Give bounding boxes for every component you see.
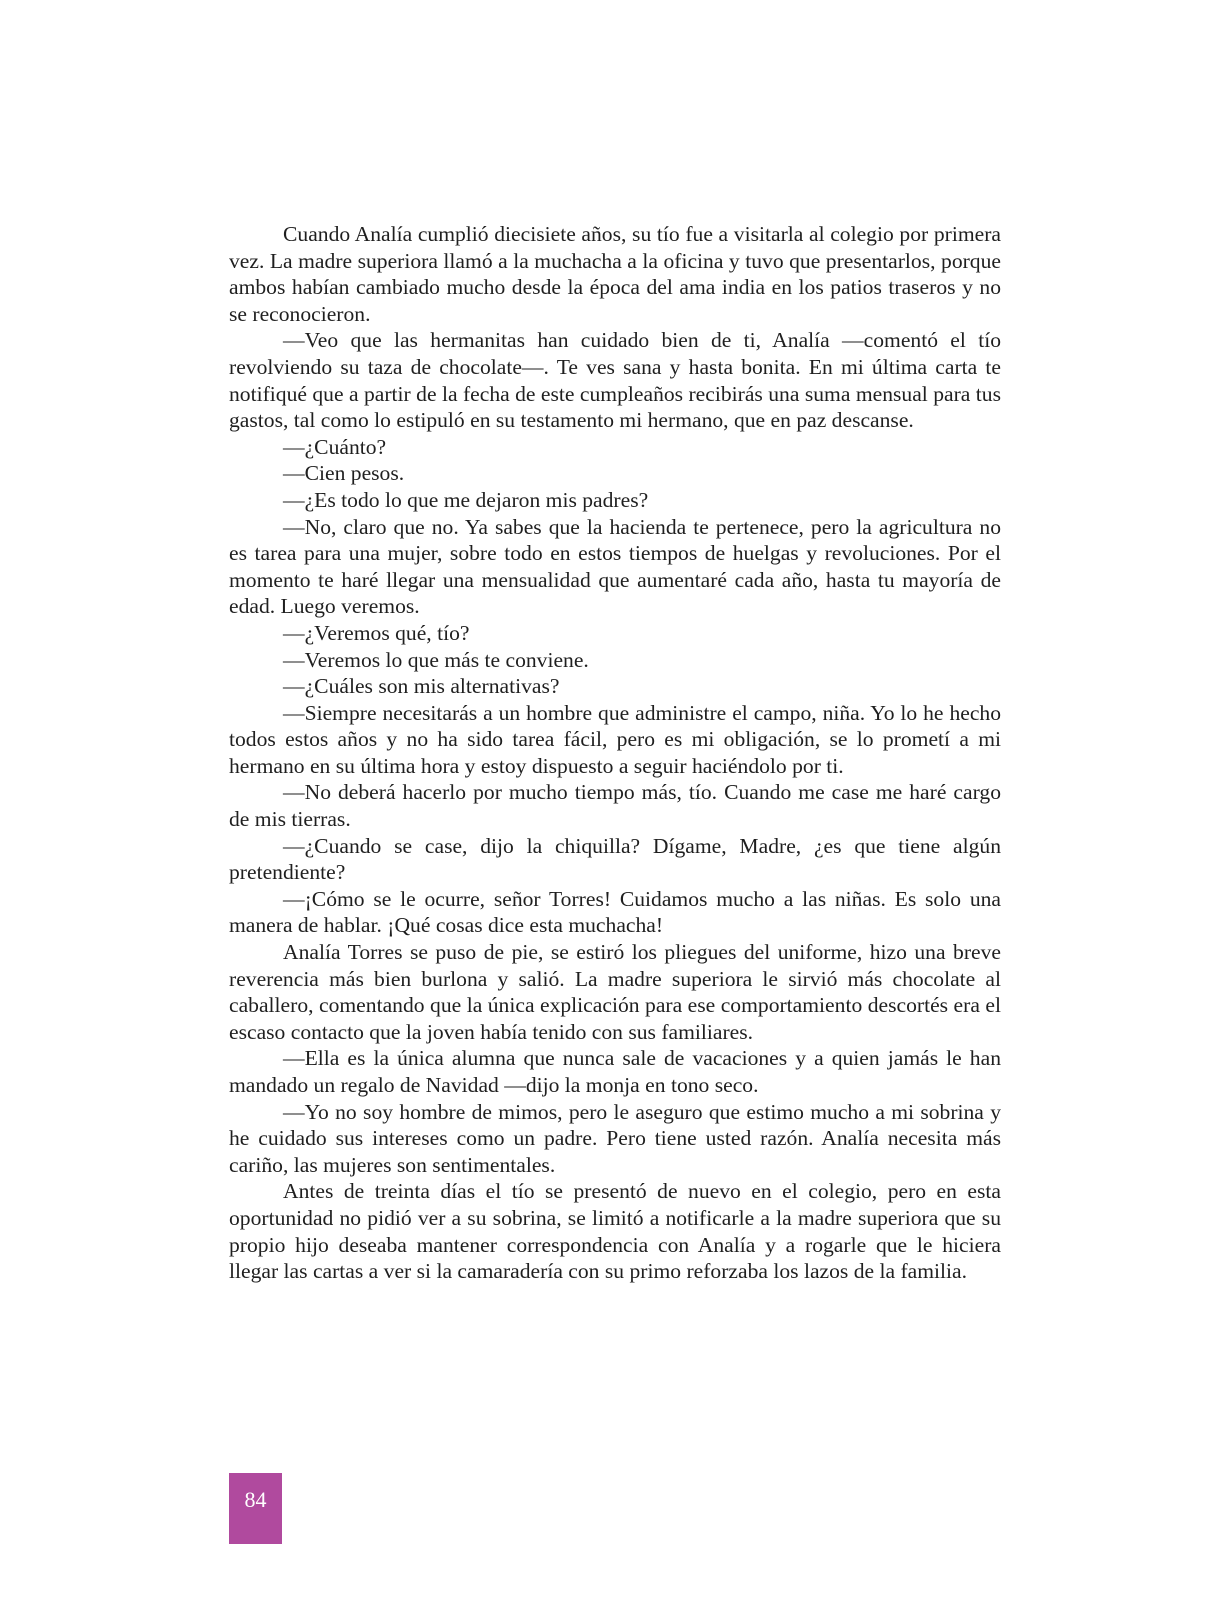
paragraph: —¿Cuando se case, dijo la chiquilla? Dígame, Madre, ¿es que tiene algún pretendiente? <box>229 833 1001 885</box>
paragraph: Antes de treinta días el tío se presentó de nuevo en el colegio, pero en esta oportunidad no pidió ver a su sobrina, se limitó a notificarle a la madre superiora que su propio hijo deseaba mantener correspondencia con Analía y a rogarle que le hiciera llegar las cartas a ver si la camaradería con su primo reforzaba los lazos de la familia. <box>229 1179 1001 1284</box>
paragraph: —¿Veremos qué, tío? <box>283 620 470 645</box>
paragraph: —¿Cuáles son mis alternativas? <box>283 674 560 699</box>
paragraph: —Veremos lo que más te conviene. <box>283 647 589 672</box>
paragraph: —Veo que las hermanitas han cuidado bien de ti, Analía —comentó el tío revolviendo su taza de chocolate—. Te ves sana y hasta bonita. En mi última carta te notifiqué que a partir de la fecha de este cumpleaños recibirás una suma mensual para tus gastos, tal como lo estipuló en su testamento mi hermano, que en paz descanse. <box>229 328 1001 433</box>
paragraph: —No, claro que no. Ya sabes que la hacienda te pertenece, pero la agricultura no es tarea para una mujer, sobre todo en estos tiempos de huelgas y revoluciones. Por el momento te haré llegar una mensualidad que aumentaré cada año, hasta tu mayoría de edad. Luego veremos. <box>229 514 1001 619</box>
paragraph: —Siempre necesitarás a un hombre que administre el campo, niña. Yo lo he hecho todos estos años y no ha sido tarea fácil, pero es mi obligación, se lo prometí a mi hermano en su última hora y estoy dispuesto a seguir haciéndolo por ti. <box>229 700 1001 778</box>
paragraph: —No deberá hacerlo por mucho tiempo más, tío. Cuando me case me haré cargo de mis tierras. <box>229 780 1001 832</box>
paragraph: —¿Es todo lo que me dejaron mis padres? <box>283 487 649 512</box>
paragraph: —¿Cuánto? <box>283 434 387 459</box>
paragraph: Analía Torres se puso de pie, se estiró los pliegues del uniforme, hizo una breve reverencia más bien burlona y salió. La madre superiora le sirvió más chocolate al caballero, comentando que la única explicación para ese comportamiento descortés era el escaso contacto que la joven había tenido con sus familiares. <box>229 940 1001 1044</box>
paragraph: —Ella es la única alumna que nunca sale de vacaciones y a quien jamás le han mandado un regalo de Navidad —dijo la monja en tono seco. <box>229 1046 1001 1097</box>
page-number: 84 <box>244 1487 267 1512</box>
paragraph: —Cien pesos. <box>283 461 405 486</box>
paragraph: —¡Cómo se le ocurre, señor Torres! Cuidamos mucho a las niñas. Es solo una manera de hablar. ¡Qué cosas dice esta muchacha! <box>229 886 1001 938</box>
paragraph: Cuando Analía cumplió diecisiete años, su tío fue a visitarla al colegio por primera vez. La madre superiora llamó a la muchacha a la oficina y tuvo que presentarlos, porque ambos habían cambiado mucho desde la época del ama india en los patios traseros y no se reconocieron. <box>229 222 1001 326</box>
paragraph: —Yo no soy hombre de mimos, pero le aseguro que estimo mucho a mi sobrina y he cuidado sus intereses como un padre. Pero tiene usted razón. Analía necesita más cariño, las mujeres son sentimentales. <box>229 1099 1001 1177</box>
page-number-badge <box>229 1473 282 1544</box>
body-text <box>229 221 1001 1285</box>
